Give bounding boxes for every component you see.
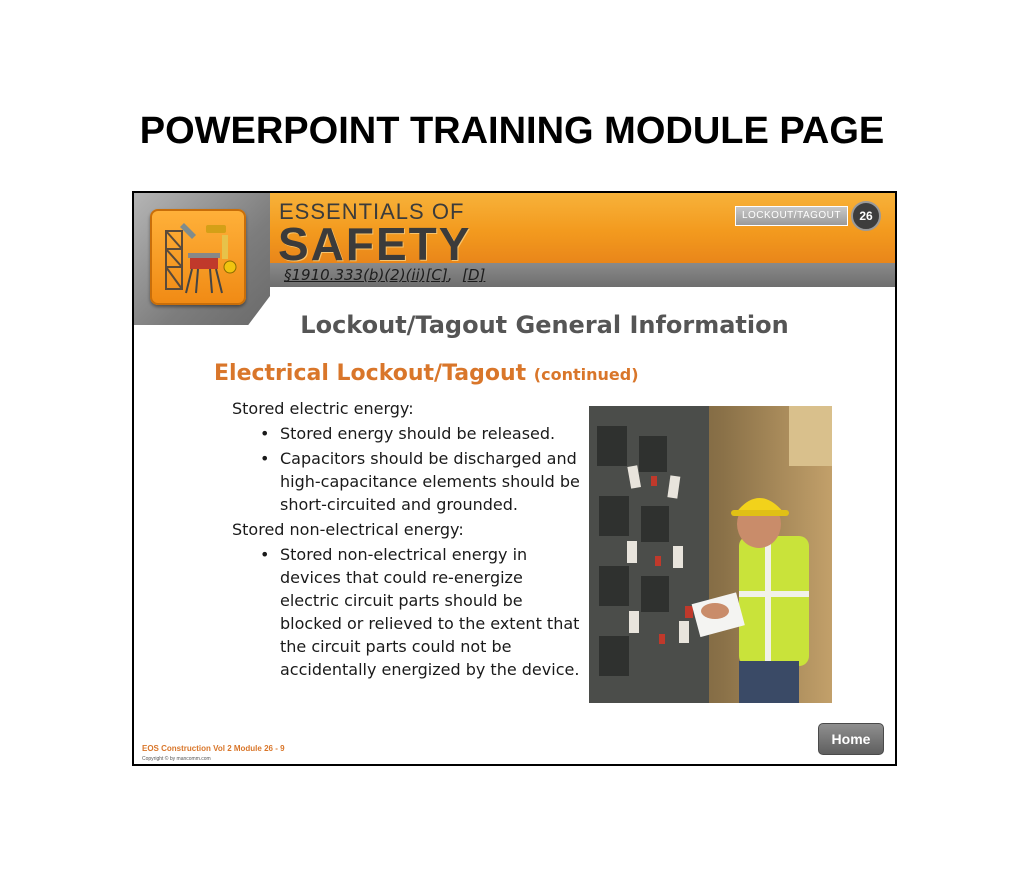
section-title [214, 361, 639, 386]
logo-plate [134, 193, 270, 325]
footer-copyright: Copyright © by mancomm.com [142, 756, 211, 762]
slide-body [232, 397, 582, 683]
group-heading-non-electric: Stored non-electrical energy: [232, 520, 464, 539]
module-label: LOCKOUT/TAGOUT [735, 206, 848, 226]
section-title-suffix: (continued) [533, 365, 639, 384]
module-number-badge: 26 [851, 201, 881, 231]
bullet-icon: • [260, 449, 270, 468]
list-item: • Stored non-electrical energy in devices that could re-energize electric circuit parts should be blocked or relieved to the extent that the circuit parts could not be accidentally energized by the device. [260, 545, 580, 679]
regulation-link-secondary[interactable]: [D] [462, 266, 486, 284]
brand-line-1: ESSENTIALS OF [279, 199, 465, 224]
list-item: • Stored energy should be released. [260, 424, 556, 443]
slide-title: Lockout/Tagout General Information [300, 311, 789, 339]
safety-logo-icon [150, 209, 246, 305]
list-item: • Capacitors should be discharged and high-capacitance elements should be short-circuited and grounded. [260, 449, 580, 514]
regulation-reference [284, 266, 485, 284]
home-button[interactable]: Home [818, 723, 884, 755]
worker-photo [589, 406, 832, 703]
training-slide [132, 191, 897, 766]
module-tag [735, 205, 881, 227]
regulation-link-main[interactable]: §1910.333(b)(2)(ii)[C] [284, 266, 448, 284]
brand-line-2: SAFETY [278, 218, 472, 270]
bullet-icon: • [260, 545, 270, 564]
bullet-list-electric [232, 422, 582, 516]
section-title-text: Electrical Lockout/Tagout [214, 361, 527, 386]
footer-module-code: EOS Construction Vol 2 Module 26 - 9 [142, 744, 285, 753]
bullet-icon: • [260, 424, 270, 443]
bullet-list-non-electric [232, 543, 582, 681]
page-heading: POWERPOINT TRAINING MODULE PAGE [139, 110, 885, 152]
regulation-separator: , [447, 266, 453, 284]
group-heading-electric: Stored electric energy: [232, 399, 414, 418]
